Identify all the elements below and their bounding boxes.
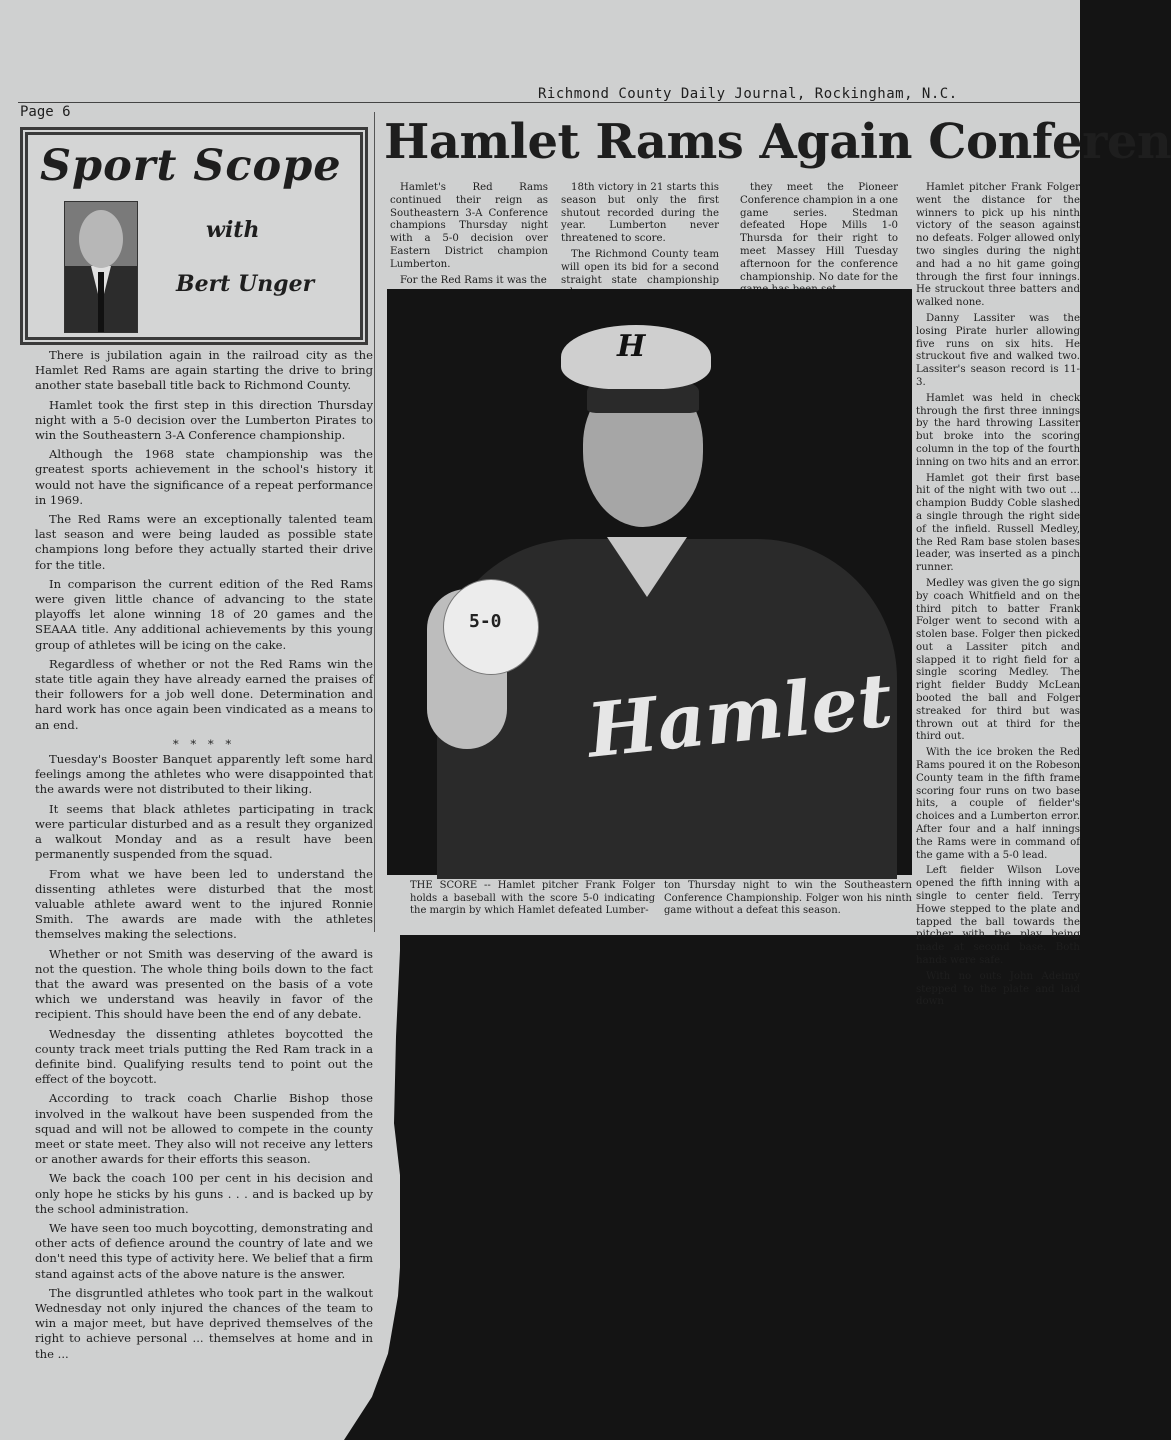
- column-paragraph: We back the coach 100 per cent in his decision and only hope he sticks by his guns . . . and is backed up by the school administration.: [35, 1171, 373, 1216]
- jacket-logo: Hamlet: [583, 657, 897, 775]
- story-paragraph: they meet the Pioneer Conference champion in a one game series. Stedman defeated Hope Mills 1-0 Thursda for their right to meet Massey Hill Tuesday afternoon for the conference championship. No date for the: [740, 182, 898, 283]
- story-paragraph: Hamlet got their first base hit of the night with two out ... champion Buddy Coble slashed a single through the right side of the infield. Russell Medley, the Red Ram base stolen bases leader, was inserted as a pinch runner.: [916, 472, 1080, 574]
- author-portrait: [64, 201, 138, 333]
- column-paragraph: According to track coach Charlie Bishop those involved in the walkout have been suspended from the squad and will not be allowed to compete in the county meet or state meet. They also will not receive any letters or another awards for their efforts this season.: [35, 1091, 373, 1167]
- story-paragraph: Medley was given the go sign by coach Whitfield and on the third pitch to batter Frank Folger went to second with a stolen base. Folger then picked out a Lassiter pitch and slapped it to right field for a single scoring Medley. The right fielder Buddy McLean booted the ball and Folger streaked for third but was thrown out at third for the third out.: [916, 577, 1080, 743]
- masthead: Richmond County Daily Journal, Rockingham, N.C.: [538, 86, 958, 102]
- header-rule: [18, 102, 1080, 103]
- column-paragraph: Hamlet took the first step in this direction Thursday night with a 5-0 decision over the Lumberton Pirates to win the Southeastern 3-A Conference championship.: [35, 397, 373, 443]
- column-paragraph: There is jubilation again in the railroad city as the Hamlet Red Rams are again starting the drive to bring another state baseball title back to Richmond County.: [35, 348, 373, 393]
- column-paragraph: In comparison the current edition of the Red Rams were given little chance of advancing to the state playoffs let alone winning 18 of 20 games and the SEAAA title. Any additional achievements by this young group of athletes will be icing on the cake.: [35, 576, 373, 652]
- story-headline: Hamlet Rams Again Conferen: [384, 114, 1171, 170]
- story-paragraph: Hamlet pitcher Frank Folger went the distance for the winners to pick up his ninth victory of the season against no defeats. Folger allowed only two singles during the night and had a no hit game going through the first four innings. He struckout three batters and walked none.: [916, 182, 1080, 309]
- photo-caption-1: THE SCORE -- Hamlet pitcher Frank Folger holds a baseball with the score 5-0 indicating the margin by which Hamlet defeated Lumber-: [410, 880, 655, 917]
- column-paragraph: Whether or not Smith was deserving of the award is not the question. The whole thing boils down to the fact that the award was presented on the basis of a vote which we understand was heavily in favor of the recipient. This should have been the end of any debate.: [35, 946, 373, 1022]
- story-column-2: [561, 182, 719, 303]
- story-paragraph: Danny Lassiter was the losing Pirate hurler allowing five runs on six hits. He struckout five and walked two. Lassiter's season record is 11-3.: [916, 312, 1080, 388]
- story-paragraph: With the ice broken the Red Rams poured it on the Robeson County team in the fifth frame scoring four runs on two base hits, a couple of fielder's choices and a Lumberton error. After four and a half innings the Rams were in command of the game with a 5-0 lead.: [916, 747, 1080, 861]
- column-header-box: [20, 127, 368, 345]
- column-author: Bert Unger: [176, 271, 315, 297]
- story-column-3: [740, 182, 898, 300]
- column-paragraph: Wednesday the dissenting athletes boycotted the county track meet trials putting the Red Ram track in a definite bind. Qualifying results tend to point out the effect of the boycott.: [35, 1026, 373, 1087]
- column-divider: [374, 112, 375, 932]
- story-paragraph: Hamlet's Red Rams continued their reign as Southeastern 3-A Conference champions Thursday night with a 5-0 decision over Eastern District champion Lumberton.: [390, 182, 548, 270]
- story-paragraph: With no outs John Adeimy stepped to the plate and laid down: [916, 970, 1080, 1008]
- column-paragraph: The Red Rams were an exceptionally talented team last season and were being lauded as possible state champions long before they actually started their drive for the title.: [35, 512, 373, 572]
- story-column-4: [916, 182, 1080, 1008]
- story-paragraph: Hamlet was held in check through the first three innings by the hard throwing Lassiter but broke into the scoring column in the top of the fourth inning on two hits and an error.: [916, 392, 1080, 468]
- column-paragraph: From what we have been led to understand the dissenting athletes were disturbed that the most valuable athlete award went to the injured Ronnie Smith. The awards are made with the athletes themselves making the selections.: [35, 866, 373, 942]
- story-paragraph: For the Red Rams it was the: [400, 274, 547, 286]
- story-paragraph: Left fielder Wilson Love opened the fifth inning with a single to center field. Terry Howe stepped to the plate and tapped the ball towards the pitcher with the play being made at second base. Both hands were safe.: [916, 865, 1080, 967]
- column-paragraph: Although the 1968 state championship was the greatest sports achievement in the school's history it would not have the significance of a repeat performance in 1969.: [35, 447, 373, 507]
- column-paragraph: Tuesday's Booster Banquet apparently left some hard feelings among the athletes who were disappointed that the awards were not distributed to their liking.: [35, 752, 373, 797]
- story-paragraph: 18th victory in 21 starts this season but only the first shutout recorded during the year. Lumberton never threatened to score.: [561, 182, 719, 245]
- column-paragraph: The disgruntled athletes who took part in the walkout Wednesday not only injured the chances of the team to win a major meet, but have deprived themselves of the right to achieve personal ... themselves at home and in the ...: [35, 1285, 373, 1361]
- column-body: [35, 348, 373, 1366]
- column-paragraph: Regardless of whether or not the Red Rams win the state title again they have already earned the praises of their followers for a job well done. Determination and hard work has once again been vindicated as a means to an end.: [35, 656, 373, 732]
- news-photo: [387, 289, 912, 875]
- page-number: Page 6: [20, 104, 71, 120]
- story-column-1: [390, 182, 548, 290]
- column-paragraph: It seems that black athletes participating in track were particular disturbed and as a result they organized a walkout Monday and as a result have been permanently suspended from the squad.: [35, 801, 373, 862]
- story-paragraph: The Richmond County team will open its bid for a second straight state championship: [561, 248, 719, 286]
- section-break: * * * *: [172, 736, 236, 751]
- baseball-score: 5-0: [469, 611, 502, 632]
- cap-letter: H: [617, 329, 646, 364]
- column-paragraph: We have seen too much boycotting, demonstrating and other acts of defience around the country of late and we don't need this type of activity here. We belief that a firm stand against acts of the above nature is the answer.: [35, 1220, 373, 1281]
- photo-caption-2: ton Thursday night to win the Southeastern Conference Championship. Folger won his ninth game without a defeat this season.: [664, 880, 912, 917]
- column-title: Sport Scope: [40, 141, 342, 191]
- column-with: with: [206, 217, 260, 243]
